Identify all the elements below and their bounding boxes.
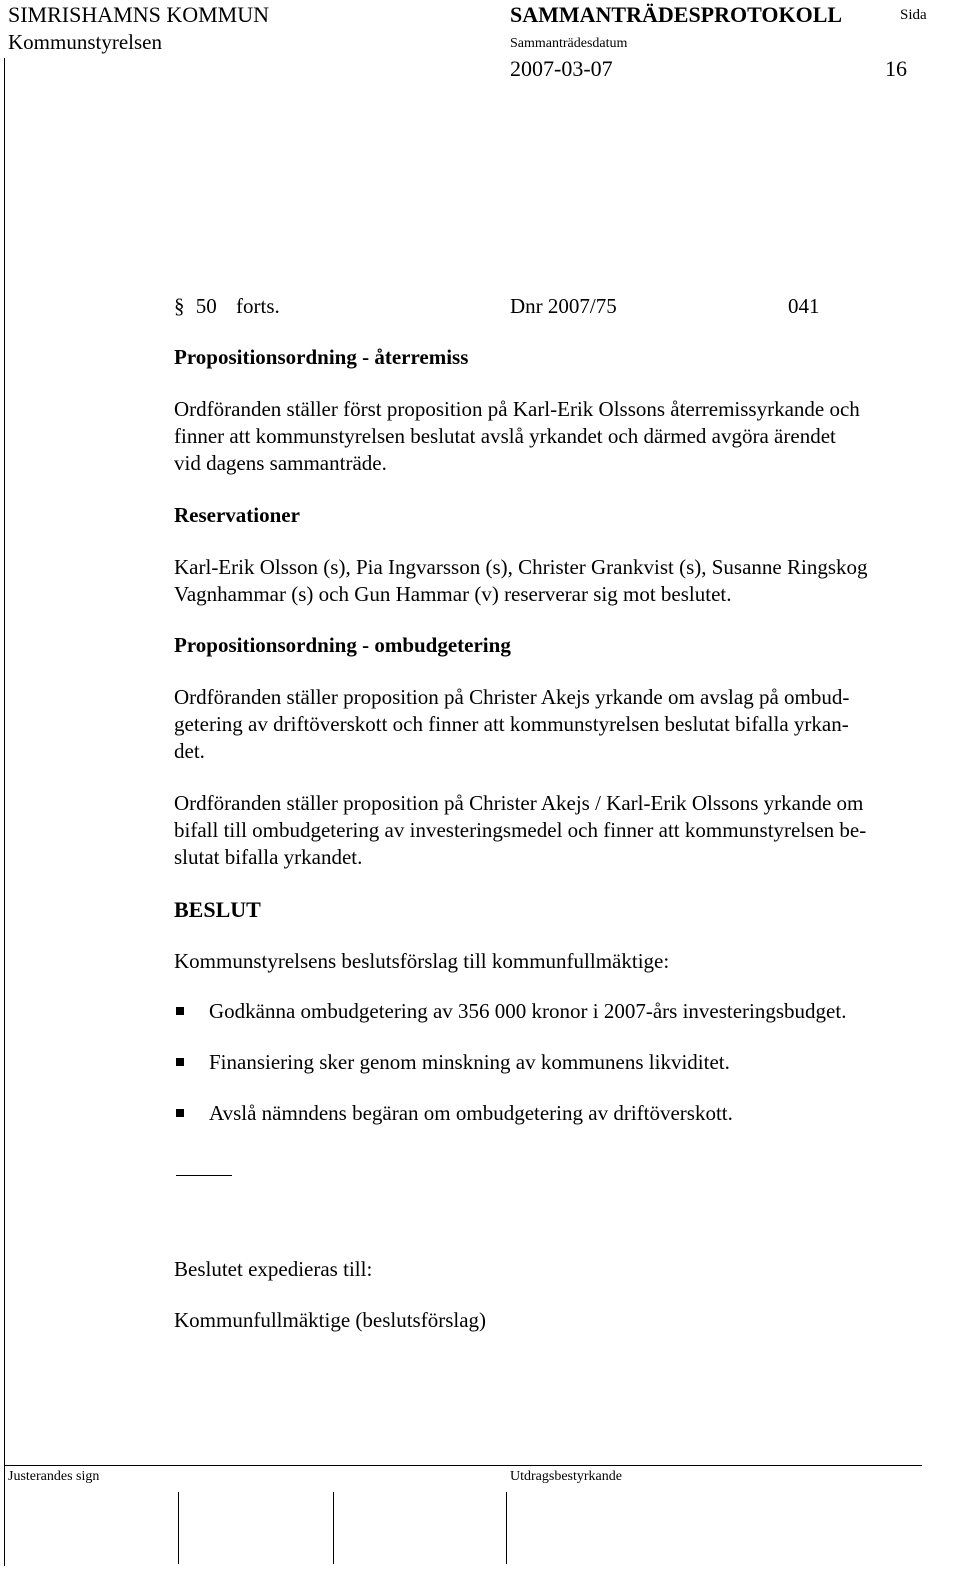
section-number: 50 [195,294,217,318]
dnr: Dnr 2007/75 [510,294,617,318]
page-number: 16 [885,56,907,81]
distribution-recipient: Kommunfullmäktige (beslutsförslag) [174,1308,487,1332]
document-type: SAMMANTRÄDESPROTOKOLL [510,2,843,27]
organization-name: SIMRISHAMNS KOMMUN [8,2,269,27]
bullet-square-icon [176,1109,184,1117]
distribution-label: Beslutet expedieras till: [174,1257,373,1281]
short-separator [176,1175,232,1176]
section-heading [174,293,280,320]
section-continued: forts. [236,294,280,318]
heading-propositionsordning-aterremiss: Propositionsordning - återremiss [174,345,469,369]
signature-box-divider [333,1492,334,1564]
paragraph-3-line-1: Ordföranden ställer proposition på Christer Akejs yrkande om avslag på ombud- [174,685,850,709]
paragraph-1-line-3: vid dagens sammanträde. [174,451,387,475]
bullet-square-icon [176,1007,184,1015]
meeting-date: 2007-03-07 [510,56,613,81]
paragraph-3-line-3: det. [174,739,205,763]
paragraph-4-line-3: slutat bifalla yrkandet. [174,845,363,869]
signature-box-divider [178,1492,179,1564]
decision-bullet-1: Godkänna ombudgetering av 356 000 kronor i 2007-års investeringsbudget. [209,999,847,1023]
paragraph-symbol: § [174,294,185,318]
footer-rule [4,1465,922,1466]
paragraph-1-line-2: finner att kommunstyrelsen beslutat avslå yrkandet och därmed avgöra ärendet [174,424,836,448]
date-label: Sammanträdesdatum [510,36,628,51]
paragraph-1-line-1: Ordföranden ställer först proposition på Karl-Erik Olssons återremissyrkande och [174,397,860,421]
footer-justerandes-sign: Justerandes sign [8,1469,100,1484]
signature-box-divider [506,1492,507,1564]
paragraph-3-line-2: getering av driftöverskott och finner att kommunstyrelsen beslutat bifalla yrkan- [174,712,849,736]
paragraph-2-line-1: Karl-Erik Olsson (s), Pia Ingvarsson (s), Christer Grankvist (s), Susanne Ringskog [174,555,868,579]
bullet-square-icon [176,1058,184,1066]
footer-utdragsbestyrkande: Utdragsbestyrkande [510,1469,622,1484]
decision-intro: Kommunstyrelsens beslutsförslag till kommunfullmäktige: [174,949,670,973]
paragraph-2-line-2: Vagnhammar (s) och Gun Hammar (v) reserverar sig mot beslutet. [174,582,732,606]
decision-bullet-3: Avslå nämndens begäran om ombudgetering av driftöverskott. [209,1101,733,1125]
paragraph-4 [174,790,866,871]
page-label: Sida [900,7,927,23]
paragraph-3 [174,684,849,765]
heading-beslut: BESLUT [174,897,261,922]
department-name: Kommunstyrelsen [8,30,162,54]
left-margin-rule [4,58,5,1566]
paragraph-4-line-2: bifall till ombudgetering av investeringsmedel och finner att kommunstyrelsen be- [174,818,867,842]
decision-bullet-2: Finansiering sker genom minskning av kommunens likviditet. [209,1050,730,1074]
paragraph-4-line-1: Ordföranden ställer proposition på Christer Akejs / Karl-Erik Olssons yrkande om [174,791,864,815]
paragraph-reservationer [174,554,868,608]
heading-reservationer: Reservationer [174,503,300,527]
paragraph-1 [174,396,860,477]
heading-propositionsordning-ombudgetering: Propositionsordning - ombudgetering [174,633,511,657]
case-code: 041 [788,294,820,318]
